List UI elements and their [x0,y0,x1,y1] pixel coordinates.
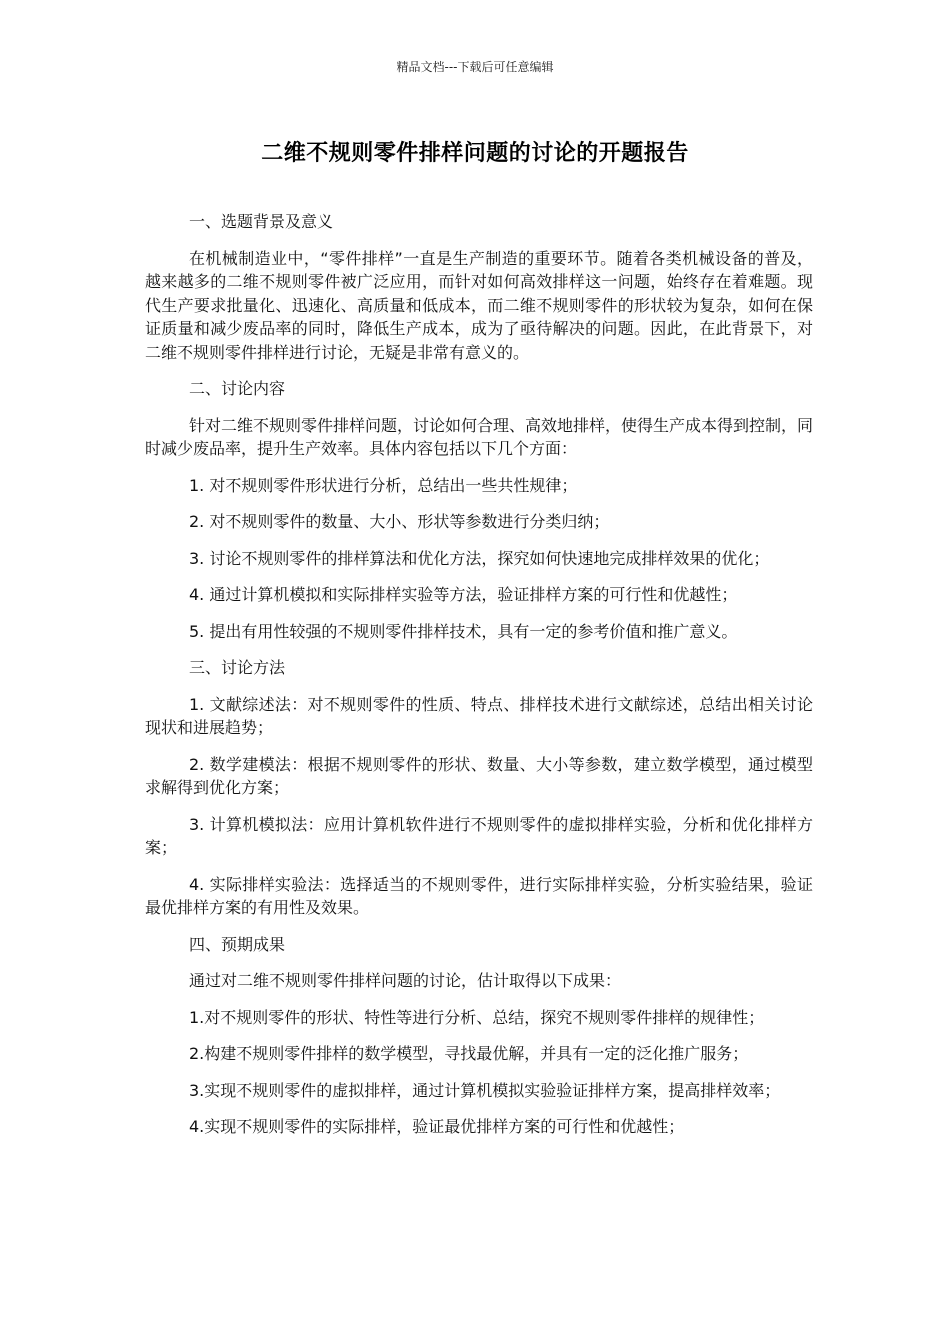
paragraph-background: 在机械制造业中，“零件排样”一直是生产制造的重要环节。随着各类机械设备的普及，越来越多的二维不规则零件被广泛应用，而针对如何高效排样这一问题，始终存在着难题。现代生产要求批量化、迅速化、高质量和低成本，而二维不规则零件的形状较为复杂，如何在保证质量和减少废品率的同时，降低生产成本，成为了亟待解决的问题。因此，在此背景下，对二维不规则零件排样进行讨论，无疑是非常有意义的。 [145,248,813,362]
list-item: 2. 对不规则零件的数量、大小、形状等参数进行分类归纳； [189,512,610,531]
section-heading-background: 一、选题背景及意义 [189,212,334,231]
paragraph-outcomes-intro: 通过对二维不规则零件排样问题的讨论，估计取得以下成果： [189,971,622,990]
list-item: 4. 实际排样实验法：选择适当的不规则零件，进行实际排样实验，分析实验结果，验证最优排样方案的有用性及效果。 [145,874,813,917]
list-item: 2. 数学建模法：根据不规则零件的形状、数量、大小等参数，建立数学模型，通过模型求解得到优化方案； [145,754,813,797]
document-title: 二维不规则零件排样问题的讨论的开题报告 [261,141,689,166]
header-note: 精品文档---下载后可任意编辑 [396,60,554,74]
paragraph-content-intro: 针对二维不规则零件排样问题，讨论如何合理、高效地排样，使得生产成本得到控制，同时减少废品率，提升生产效率。具体内容包括以下几个方面： [145,415,814,458]
section-heading-outcomes: 四、预期成果 [189,934,286,954]
document-body [145,210,813,1152]
list-item: 1. 文献综述法：对不规则零件的性质、特点、排样技术进行文献综述，总结出相关讨论现状和进展趋势； [145,694,813,737]
section-heading-methods: 三、讨论方法 [189,658,286,677]
section-heading-content: 二、讨论内容 [189,379,286,398]
list-item: 4.实现不规则零件的实际排样，验证最优排样方案的可行性和优越性； [189,1117,685,1136]
list-item: 5. 提出有用性较强的不规则零件排样技术，具有一定的参考价值和推广意义。 [189,621,738,641]
list-item: 4. 通过计算机模拟和实际排样实验等方法，验证排样方案的可行性和优越性； [189,585,738,604]
list-item: 1. 对不规则零件形状进行分析，总结出一些共性规律； [189,475,578,495]
list-item: 3. 计算机模拟法：应用计算机软件进行不规则零件的虚拟排样实验，分析和优化排样方案； [145,814,813,857]
list-item: 3.实现不规则零件的虚拟排样，通过计算机模拟实验验证排样方案，提高排样效率； [189,1080,781,1100]
list-item: 2.构建不规则零件排样的数学模型，寻找最优解，并具有一定的泛化推广服务； [189,1044,749,1063]
list-item: 3. 讨论不规则零件的排样算法和优化方法，探究如何快速地完成排样效果的优化； [189,548,770,568]
list-item: 1.对不规则零件的形状、特性等进行分析、总结，探究不规则零件排样的规律性； [189,1007,765,1027]
